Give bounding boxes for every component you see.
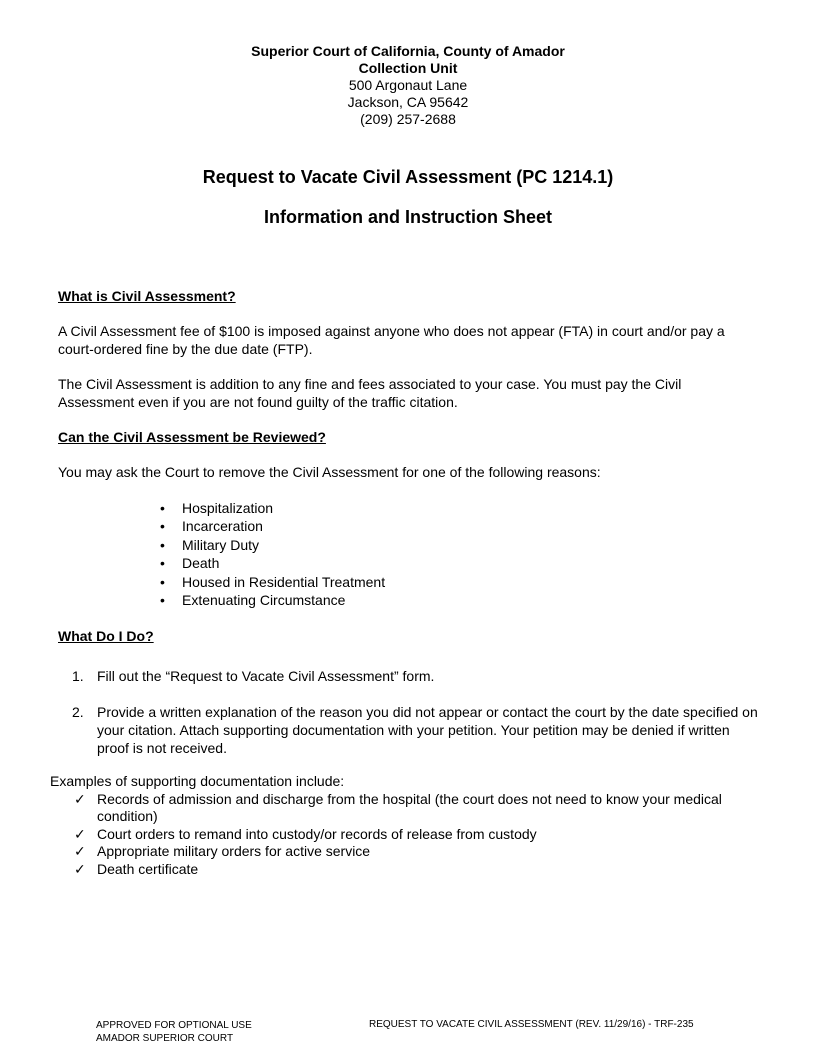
list-item — [72, 843, 762, 860]
steps-list — [72, 667, 762, 757]
list-item — [72, 791, 762, 826]
list-item — [72, 667, 762, 685]
court-unit: Collection Unit — [358, 60, 458, 76]
step-text: Fill out the “Request to Vacate Civil Assessment” form. — [97, 668, 435, 684]
footer-approval — [96, 1019, 252, 1045]
paragraph-reasons-intro: You may ask the Court to remove the Civil Assessment for one of the following reasons: — [58, 464, 601, 480]
court-address-line1: 500 Argonaut Lane — [348, 77, 468, 93]
list-item — [72, 703, 762, 757]
list-item: • Death — [160, 554, 385, 572]
checkmark-icon: ✓ — [74, 843, 86, 860]
court-address-line2: Jackson, CA 95642 — [347, 94, 469, 110]
document-subtitle: Information and Instruction Sheet — [263, 207, 552, 227]
checkmark-icon: ✓ — [74, 825, 86, 842]
court-phone: (209) 257-2688 — [360, 111, 456, 127]
footer-approval-line2: AMADOR SUPERIOR COURT — [96, 1033, 234, 1044]
examples-list — [72, 791, 762, 878]
section-heading-what-is: What is Civil Assessment? — [58, 288, 236, 304]
example-text: Court orders to remand into custody/or records of release from custody — [97, 825, 537, 842]
checkmark-icon: ✓ — [74, 860, 86, 877]
document-title: Request to Vacate Civil Assessment (PC 1214.1) — [202, 167, 614, 187]
section-heading-reviewed: Can the Civil Assessment be Reviewed? — [58, 429, 326, 445]
step-text: Provide a written explanation of the reason you did not appear or contact the court by the date specified on your citation. Attach supporting documentation with your petition. Your petition may be denied if written proof is not received. — [97, 704, 758, 756]
list-item: • Incarceration — [160, 517, 385, 535]
footer-approval-line1: APPROVED FOR OPTIONAL USE — [96, 1020, 252, 1031]
example-text: Records of admission and discharge from the hospital (the court does not need to know your medical condition) — [97, 791, 722, 825]
list-item: • Extenuating Circumstance — [160, 591, 385, 609]
paragraph-fee-addition: The Civil Assessment is addition to any fine and fees associated to your case. You must pay the Civil Assessment even if you are not found guilty of the traffic citation. — [58, 376, 682, 410]
examples-intro: Examples of supporting documentation include: — [50, 773, 345, 789]
paragraph-fee-description: A Civil Assessment fee of $100 is imposed against anyone who does not appear (FTA) in court and/or pay a court-ordered fine by the due date (FTP). — [58, 323, 725, 357]
court-header — [0, 43, 816, 128]
step-number: 2. — [72, 704, 84, 720]
example-text: Death certificate — [97, 860, 199, 877]
list-item: • Housed in Residential Treatment — [160, 573, 385, 591]
example-text: Appropriate military orders for active service — [97, 843, 371, 860]
footer-form-id: REQUEST TO VACATE CIVIL ASSESSMENT (REV. 11/29/16) - TRF-235 — [369, 1019, 694, 1030]
list-item: • Military Duty — [160, 536, 385, 554]
list-item — [72, 826, 762, 843]
reasons-list — [160, 499, 385, 609]
section-heading-what-do-i-do: What Do I Do? — [58, 628, 154, 644]
court-name: Superior Court of California, County of Amador — [251, 43, 565, 59]
step-number: 1. — [72, 668, 84, 684]
list-item: • Hospitalization — [160, 499, 385, 517]
checkmark-icon: ✓ — [74, 791, 86, 807]
list-item — [72, 861, 762, 878]
